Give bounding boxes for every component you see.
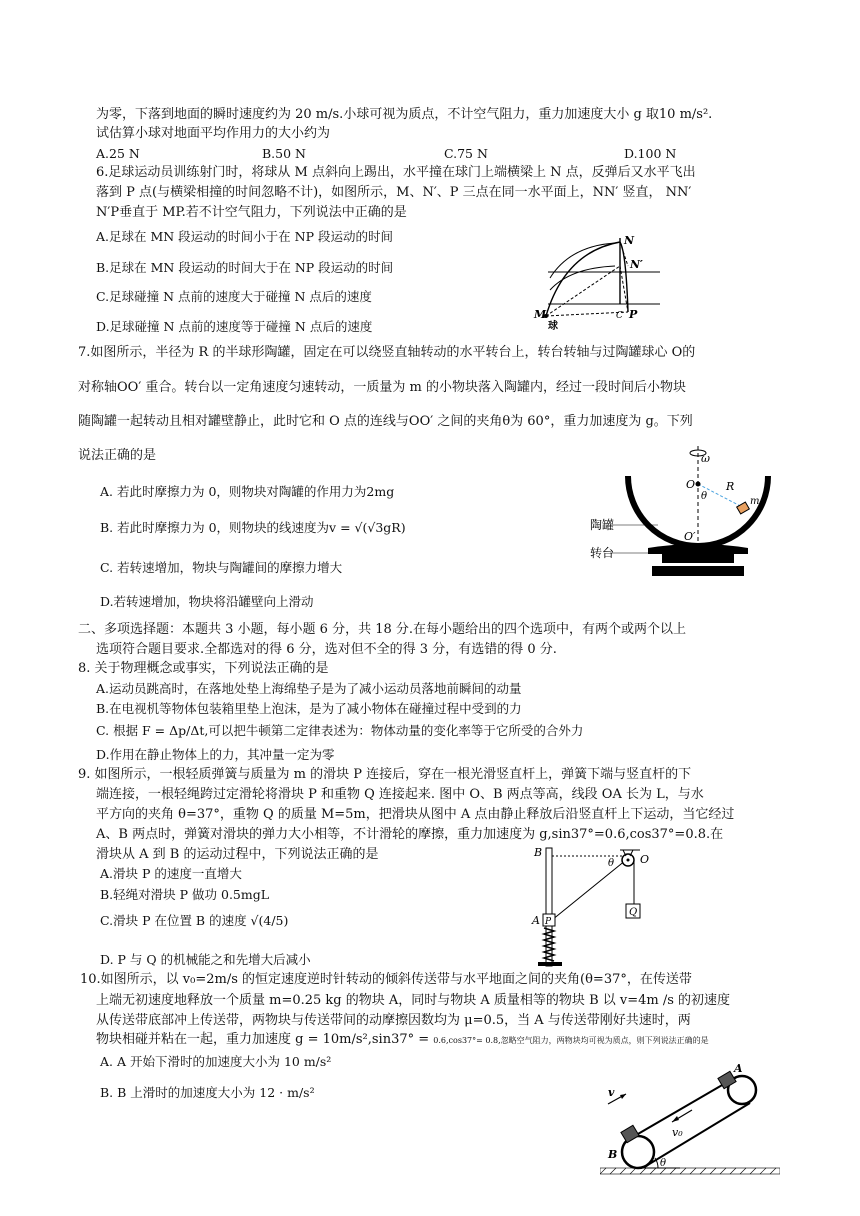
q7-option-b: B. 若此时摩擦力为 0，则物块的线速度为v = √(√3gR) (100, 520, 406, 535)
q10-label-v: v (608, 1086, 615, 1099)
q6-soccer-figure (530, 232, 670, 332)
q9-option-a: A.滑块 P 的速度一直增大 (100, 866, 242, 881)
q6-label-ball: 球 (548, 321, 558, 332)
q5-option-a: A.25 N (96, 146, 140, 161)
q8-option-a: A.运动员跳高时，在落地处垫上海绵垫子是为了减小运动员落地前瞬间的动量 (96, 681, 522, 696)
q9-line4: A、B 两点时，弹簧对滑块的弹力大小相等，不计滑轮的摩擦，重力加速度为 g,sin37°=0.6,cos37°=0.8.在 (96, 827, 724, 842)
q7-line4: 说法正确的是 (78, 448, 157, 463)
q7-option-a: A. 若此时摩擦力为 0，则物块对陶罐的作用力为2mg (100, 484, 395, 499)
q6-option-d: D.足球碰撞 N 点前的速度等于碰撞 N 点后的速度 (96, 319, 373, 334)
q5-option-b: B.50 N (262, 146, 306, 161)
q5-option-c: C.75 N (444, 146, 488, 161)
q7-line2: 对称轴OO′ 重合。转台以一定角速度匀速转动，一质量为 m 的小物块落入陶罐内，经过一段时间后小物块 (78, 380, 686, 395)
q8-option-b: B.在电视机等物体包装箱里垫上泡沫，是为了减小物体在碰撞过程中受到的力 (96, 701, 522, 716)
q9-option-d: D. P 与 Q 的机械能之和先增大后减小 (100, 952, 311, 967)
q9-label-p: P (545, 917, 552, 927)
q9-option-b: B.轻绳对滑块 P 做功 0.5mgL (100, 887, 270, 902)
q10-line3: 从传送带底部冲上传送带，两物块与传送带间的动摩擦因数均为 μ=0.5，当 A 与传送带刚好共速时，两 (96, 1013, 691, 1028)
q7-pot-figure (590, 444, 786, 580)
q10-option-b: B. B 上滑时的加速度大小为 12 · m/s² (100, 1085, 315, 1100)
q7-label-m: m (750, 496, 760, 507)
q5-line2: 试估算小球对地面平均作用力的大小约为 (96, 126, 331, 141)
q6-label-c: C (616, 311, 623, 321)
q6-label-n-prime: N′ (630, 258, 643, 271)
q7-label-table: 转台 (590, 546, 615, 560)
q6-option-b: B.足球在 MN 段运动的时间大于在 NP 段运动的时间 (96, 260, 394, 275)
q10-line4-main: 物块相碰并粘在一起，重力加速度 g = 10m/s²,sin37° = (96, 1032, 434, 1047)
q10-line1: 10.如图所示，以 v₀=2m/s 的恒定速度逆时针转动的倾斜传送带与水平地面之间的夹角(θ=37°，在传送带 (80, 972, 692, 987)
q9-option-c: C.滑块 P 在位置 B 的速度 √(4/5) (100, 913, 289, 928)
q6-label-p: P (629, 308, 638, 321)
q9-label-a: A (532, 914, 540, 927)
q7-option-d: D.若转速增加，物块将沿罐壁向上滑动 (100, 594, 314, 609)
q6-option-c: C.足球碰撞 N 点前的速度大于碰撞 N 点后的速度 (96, 289, 372, 304)
q6-option-a: A.足球在 MN 段运动的时间小于在 NP 段运动的时间 (96, 229, 393, 244)
q6-line1: 6.足球运动员训练射门时，将球从 M 点斜向上踢出，水平撞在球门上端横梁上 N 点，反弹后又水平飞出 (96, 165, 696, 180)
q7-option-c: C. 若转速增加，物块与陶罐间的摩擦力增大 (100, 560, 343, 575)
q9-line3: 平方向的夹角 θ=37°，重物 Q 的质量 M=5m，把滑块从图中 A 点由静止释放后沿竖直杆上下运动，当它经过 (96, 807, 735, 822)
q10-label-a: A (734, 1064, 743, 1075)
q10-line4-small: 0.6,cos37°= 0.8,忽略空气阻力，两物块均可视为质点，则下列说法正确的是 (433, 1036, 709, 1045)
q7-label-o: O (686, 478, 696, 491)
q10-conveyor-figure (600, 1064, 780, 1176)
q9-label-b: B (534, 846, 543, 859)
q7-label-r: R (726, 480, 735, 493)
q7-line3: 随陶罐一起转动且相对罐壁静止，此时它和 O 点的连线与OO′ 之间的夹角θ为 60°，重力加速度为 g。下列 (78, 414, 693, 429)
q8-option-c: C. 根据 F = Δp/Δt,可以把牛顿第二定律表述为：物体动量的变化率等于它所受的合外力 (96, 723, 584, 738)
q6-line2: 落到 P 点(与横梁相撞的时间忽略不计)，如图所示，M、N′、P 三点在同一水平面上，NN′ 竖直， NN′ (96, 185, 692, 200)
q6-label-n: N (624, 234, 635, 247)
q10-label-theta: θ (660, 1158, 667, 1169)
q9-label-theta: θ (608, 858, 615, 869)
q10-label-v0: v₀ (672, 1126, 683, 1139)
q9-line1: 9. 如图所示，一根轻质弹簧与质量为 m 的滑块 P 连接后，穿在一根光滑竖直杆上，弹簧下端与竖直杆的下 (78, 767, 692, 782)
q6-label-m: M (534, 308, 547, 321)
q7-label-theta: θ (701, 491, 708, 502)
q9-line2: 端连接，一根轻绳跨过定滑轮将滑块 P 和重物 Q 连接起来. 图中 O、B 两点等高，线段 OA 长为 L，与水 (96, 787, 704, 802)
q9-label-q: Q (629, 907, 638, 918)
q10-label-b: B (608, 1148, 618, 1161)
q9-label-o: O (640, 853, 650, 866)
q9-line5: 滑块从 A 到 B 的运动过程中，下列说法正确的是 (96, 847, 379, 862)
section2-line1: 二、多项选择题：本题共 3 小题，每小题 6 分，共 18 分.在每小题给出的四个选项中，有两个或两个以上 (78, 622, 687, 637)
q6-line3: N′P垂直于 MP.若不计空气阻力，下列说法中正确的是 (96, 205, 407, 220)
q10-line2: 上端无初速度地释放一个质量 m=0.25 kg 的物块 A，同时与物块 A 质量相等的物块 B 以 v=4m /s 的初速度 (96, 993, 731, 1008)
section2-line2: 选项符合题目要求.全都选对的得 6 分，选对但不全的得 3 分，有选错的得 0 分. (96, 642, 557, 657)
q5-line1: 为零，下落到地面的瞬时速度约为 20 m/s.小球可视为质点，不计空气阻力，重力加速度大小 g 取10 m/s². (96, 107, 713, 122)
q7-label-omega: ω (701, 452, 710, 465)
q7-label-o-prime: O′ (684, 530, 696, 543)
q5-option-d: D.100 N (624, 146, 677, 161)
q10-option-a: A. A 开始下滑时的加速度大小为 10 m/s² (100, 1054, 332, 1069)
q7-line1: 7.如图所示，半径为 R 的半球形陶罐，固定在可以绕竖直轴转动的水平转台上，转台转轴与过陶罐球心 O的 (78, 345, 696, 360)
q7-label-pot: 陶罐 (590, 518, 615, 532)
q8-option-d: D.作用在静止物体上的力，其冲量一定为零 (96, 747, 335, 762)
q9-pulley-figure (528, 842, 668, 970)
q8-line1: 8. 关于物理概念或事实，下列说法正确的是 (78, 661, 329, 676)
